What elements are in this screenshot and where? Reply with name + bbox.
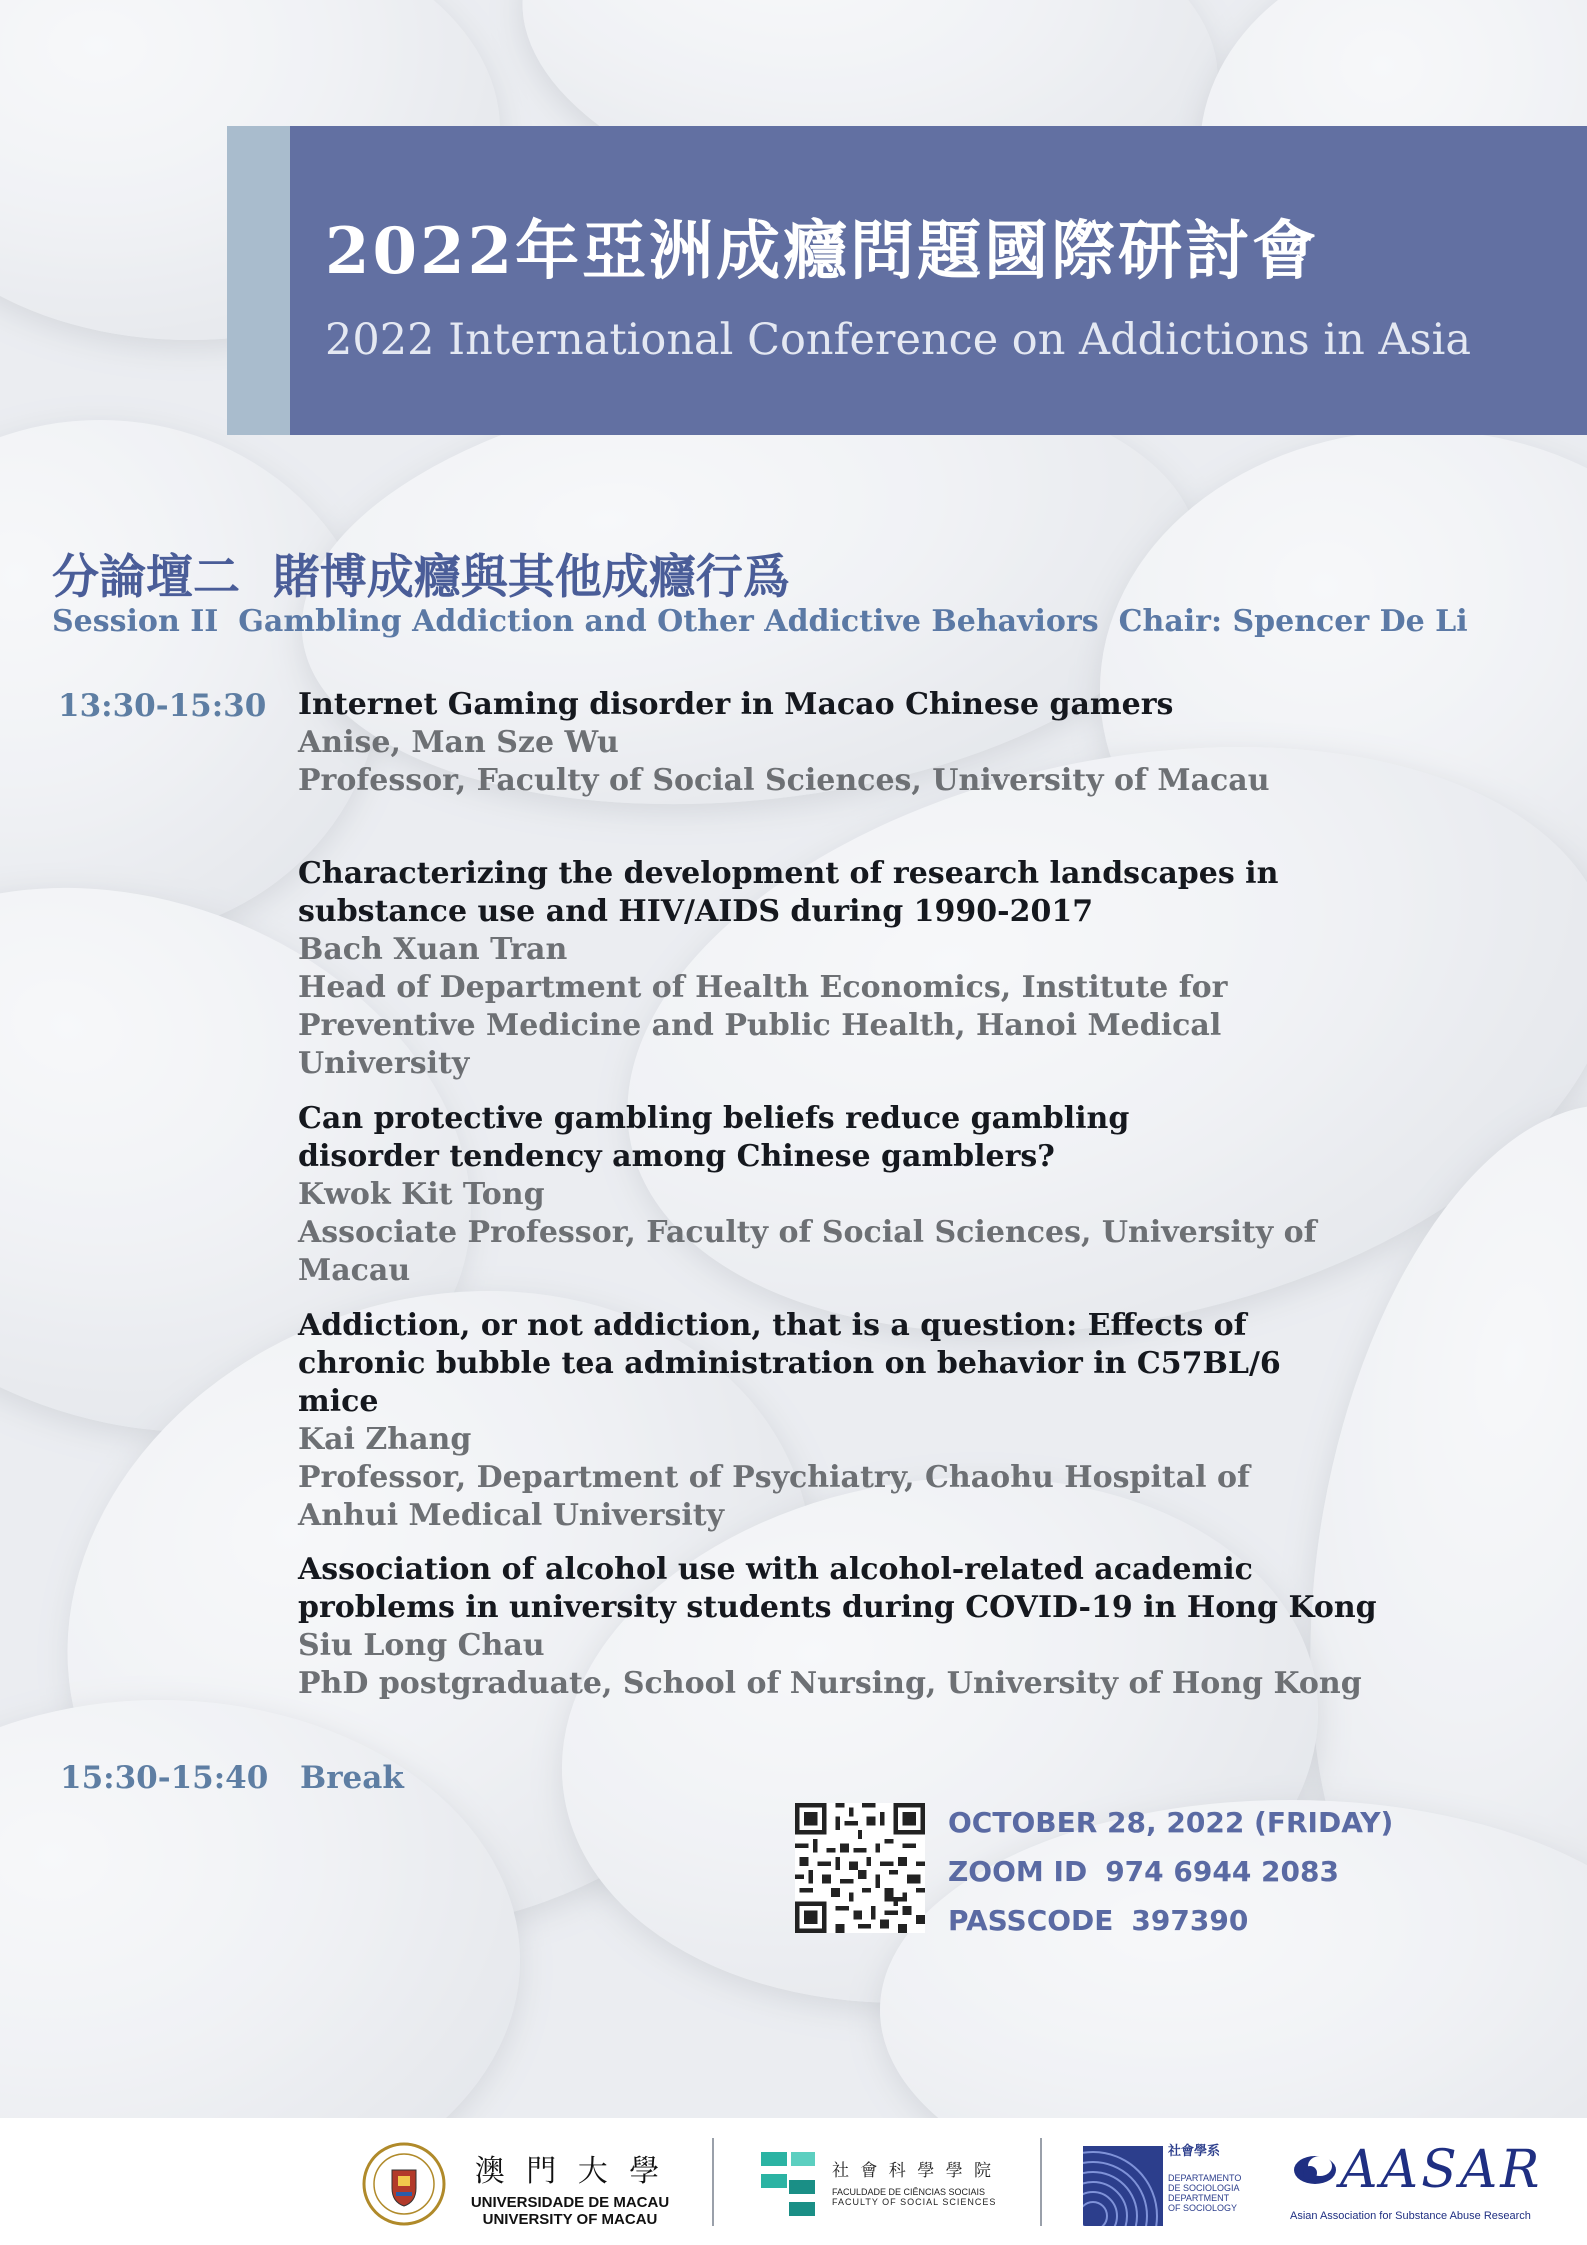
talk-affiliation: Professor, Faculty of Social Sciences, University of Macau [298, 763, 1270, 798]
passcode-value[interactable]: 397390 [1131, 1904, 1249, 1937]
talk-item [298, 686, 1418, 800]
talk-title: Characterizing the development of research landscapes in substance use and HIV/AIDS during 1990-2017 [298, 856, 1279, 929]
zoom-id-value[interactable]: 974 6944 2083 [1105, 1855, 1339, 1888]
sociology-en-1: DEPARTMENT [1168, 2193, 1230, 2203]
zoom-id-line [948, 1847, 1393, 1896]
footer-divider [712, 2138, 714, 2226]
fss-name-en: FACULTY OF SOCIAL SCIENCES [832, 2197, 997, 2207]
session-topic: Gambling Addiction and Other Addictive Behaviors [238, 604, 1099, 639]
session-title-zh: 分論壇二 賭博成癮與其他成癮行爲 [52, 550, 790, 605]
talk-item [298, 855, 1358, 1083]
sociology-name [1168, 2140, 1241, 2213]
talk-speaker: Bach Xuan Tran [298, 932, 568, 967]
um-name-pt: UNIVERSIDADE DE MACAU [470, 2194, 670, 2211]
fss-name [832, 2156, 996, 2207]
event-info [948, 1798, 1393, 1945]
talk-speaker: Siu Long Chau [298, 1628, 545, 1663]
footer-logos [0, 2118, 1587, 2245]
um-name-zh: 澳 門 大 學 [474, 2154, 666, 2189]
footer-divider [1040, 2138, 1042, 2226]
session-label: Session II [52, 604, 219, 639]
talk-item [298, 1551, 1398, 1703]
sociology-pt-2: DE SOCIOLOGIA [1168, 2183, 1240, 2193]
talk-title: Can protective gambling beliefs reduce gambling disorder tendency among Chinese gamblers? [298, 1101, 1130, 1174]
um-crest-icon [362, 2142, 446, 2230]
talk-affiliation: Head of Department of Health Economics, Institute for Preventive Medicine and Public Health, Hanoi Medical University [298, 970, 1228, 1081]
passcode-label: PASSCODE [948, 1904, 1114, 1937]
fss-name-pt: FACULDADE DE CIÊNCIAS SOCIAIS [832, 2187, 986, 2197]
talk-speaker: Kai Zhang [298, 1422, 472, 1457]
event-date: OCTOBER 28, 2022 (FRIDAY) [948, 1806, 1394, 1839]
sociology-en-2: OF SOCIOLOGY [1168, 2203, 1238, 2213]
header-accent-strip [227, 126, 290, 435]
um-name [460, 2146, 680, 2228]
fss-name-zh: 社 會 科 學 學 院 [832, 2161, 995, 2181]
talk-item [298, 1100, 1398, 1290]
aasar-eye-icon [1292, 2150, 1338, 2194]
talk-title: Internet Gaming disorder in Macao Chinese gamers [298, 687, 1174, 722]
talk-speaker: Anise, Man Sze Wu [298, 725, 619, 760]
aasar-wordmark: AASAR [1340, 2140, 1543, 2200]
zoom-qr-code[interactable] [795, 1803, 925, 1933]
session-time: 13:30-15:30 [58, 688, 267, 724]
talk-item [298, 1307, 1358, 1535]
talk-affiliation: Associate Professor, Faculty of Social Sciences, University of Macau [298, 1215, 1317, 1288]
talk-speaker: Kwok Kit Tong [298, 1177, 545, 1212]
zoom-id-label: ZOOM ID [948, 1855, 1088, 1888]
aasar-full-name: Asian Association for Substance Abuse Research [1290, 2210, 1531, 2222]
um-name-en: UNIVERSITY OF MACAU [482, 2211, 658, 2228]
sociology-pt-1: DEPARTAMENTO [1168, 2173, 1242, 2183]
conference-title-zh: 2022年亞洲成癮問題國際研討會 [325, 214, 1320, 289]
sociology-logo-icon [1083, 2146, 1163, 2230]
passcode-line [948, 1896, 1393, 1945]
session-title-en [52, 604, 1488, 639]
talk-title: Association of alcohol use with alcohol-related academic problems in university students during COVID-19 in Hong Kong [298, 1552, 1377, 1625]
break-time: 15:30-15:40 [60, 1760, 269, 1796]
fss-logo-icon [757, 2148, 819, 2224]
conference-title-en: 2022 International Conference on Addictions in Asia [325, 315, 1471, 365]
session-chair: Chair: Spencer De Li [1118, 604, 1468, 639]
talk-affiliation: PhD postgraduate, School of Nursing, University of Hong Kong [298, 1666, 1362, 1701]
talk-affiliation: Professor, Department of Psychiatry, Chaohu Hospital of Anhui Medical University [298, 1460, 1250, 1533]
sociology-name-zh: 社會學系 [1168, 2144, 1221, 2159]
talk-title: Addiction, or not addiction, that is a question: Effects of chronic bubble tea administration on behavior in C57BL/6 mice [298, 1308, 1281, 1419]
break-label: Break [300, 1760, 404, 1796]
